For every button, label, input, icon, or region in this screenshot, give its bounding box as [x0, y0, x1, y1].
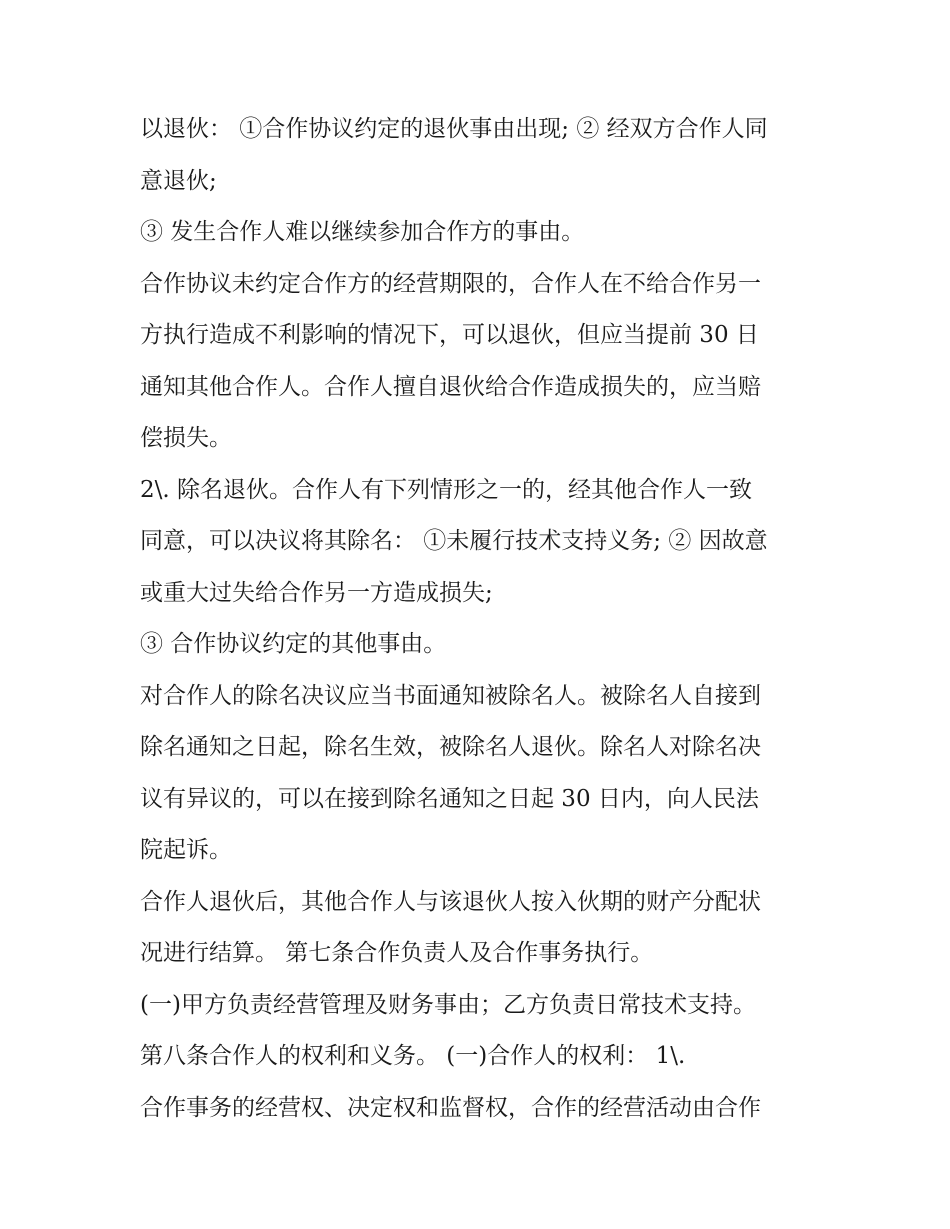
text-line: 合作事务的经营权、决定权和监督权，合作的经营活动由合作 — [140, 1094, 761, 1121]
paragraph-responsibilities — [140, 980, 820, 1032]
text-line: 以退伙： ①合作协议约定的退伙事由出现; ② 经双方合作人同 — [140, 116, 768, 142]
paragraph-expulsion — [140, 465, 820, 620]
text-line: 合作人退伙后，其他合作人与该退伙人按入伙期的财产分配状 — [140, 888, 761, 915]
text-line: 同意，可以决议将其除名： ①未履行技术支持义务; ② 因故意 — [140, 528, 768, 554]
text-line: 第八条合作人的权利和义务。 (一)合作人的权利： 1\. — [140, 1043, 686, 1069]
text-line: 对合作人的除名决议应当书面通知被除名人。被除名人自接到 — [140, 682, 761, 709]
text-line: 通知其他合作人。合作人擅自退伙给合作造成损失的，应当赔 — [140, 373, 761, 400]
text-line: 方执行造成不利影响的情况下，可以退伙，但应当提前 30 日 — [140, 322, 759, 348]
paragraph-condition-3 — [140, 207, 820, 259]
text-line: 除名通知之日起，除名生效，被除名人退伙。除名人对除名决 — [140, 734, 761, 760]
paragraph-expulsion-notice — [140, 671, 820, 877]
text-line: (一)甲方负责经营管理及财务事由；乙方负责日常技术支持。 — [140, 991, 756, 1018]
text-line: 偿损失。 — [140, 425, 232, 451]
paragraph-no-term-withdrawal — [140, 259, 820, 465]
paragraph-settlement — [140, 877, 820, 980]
text-line: ③ 发生合作人难以继续参加合作方的事由。 — [140, 219, 585, 245]
text-line: 或重大过失给合作另一方造成损失; — [140, 579, 493, 606]
text-line: 院起诉。 — [140, 837, 232, 863]
paragraph-withdrawal-conditions — [140, 104, 820, 207]
text-line: 议有异议的，可以在接到除名通知之日起 30 日内，向人民法 — [140, 785, 759, 812]
text-line: 合作协议未约定合作方的经营期限的，合作人在不给合作另一 — [140, 270, 761, 297]
paragraph-article-8 — [140, 1031, 820, 1083]
document-body — [140, 104, 820, 1134]
text-line: ③ 合作协议约定的其他事由。 — [140, 631, 447, 657]
text-line: 意退伙; — [140, 167, 217, 194]
paragraph-rights — [140, 1083, 820, 1135]
text-line: 况进行结算。 第七条合作负责人及合作事务执行。 — [140, 940, 654, 966]
text-line: 2\. 除名退伙。合作人有下列情形之一的，经其他合作人一致 — [140, 476, 753, 503]
paragraph-expulsion-condition-3 — [140, 619, 820, 671]
